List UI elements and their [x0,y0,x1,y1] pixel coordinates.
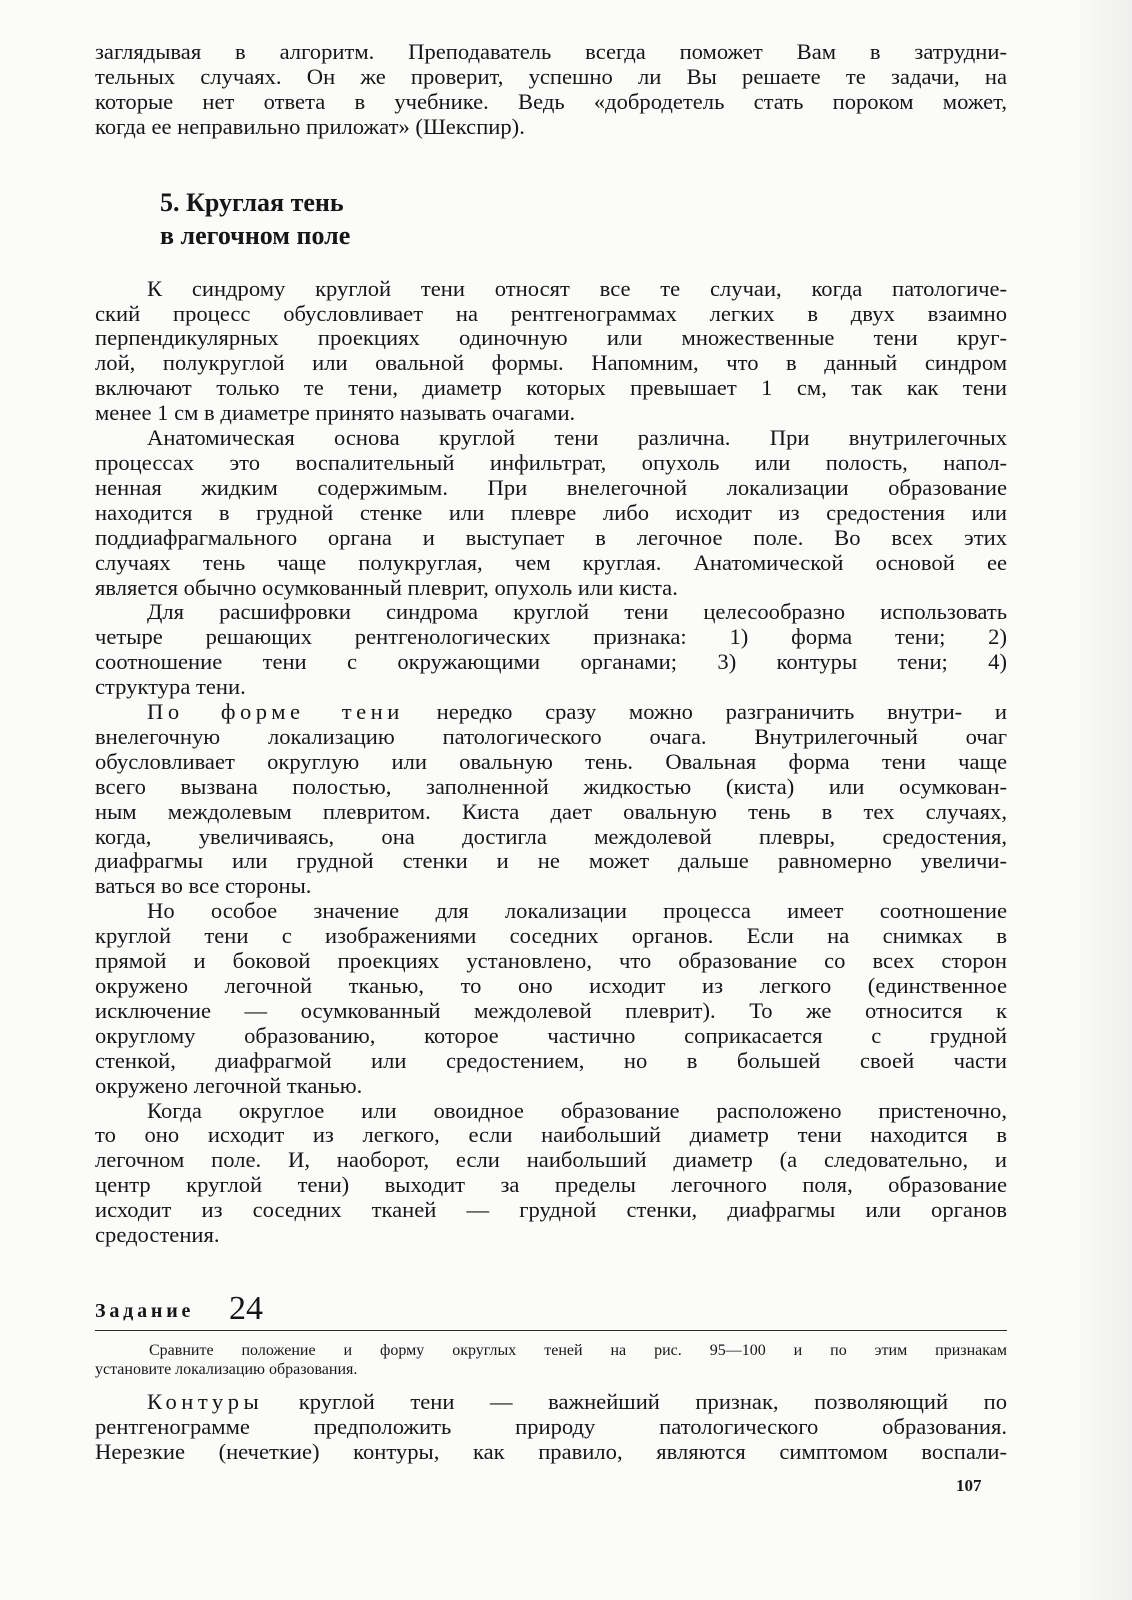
task-divider [95,1330,1007,1331]
text-line: центр круглой тени) выходит за пределы легочного поля, образование [95,1172,1007,1198]
paragraph-2 [95,426,1007,600]
line-rest: круглой тени — важнейший признак, позволяющий по [263,1388,1007,1414]
text-line: всего вызвана полостью, заполненной жидкостью (киста) или осумкован- [95,773,1007,799]
paragraph-7 [95,1390,1007,1465]
text-line: Для расшифровки синдрома круглой тени целесообразно использовать [147,599,1007,625]
text-line: четыре решающих рентгенологических признака: 1) форма тени; 2) [95,624,1007,650]
text-line: К синдрому круглой тени относят все те случаи, когда патологиче- [147,275,1007,301]
text-line: Анатомическая основа круглой тени различна. При внутрилегочных [147,425,1007,451]
page-edge-shade [1072,0,1132,1600]
section-title-line2: в легочном поле [160,220,351,250]
text-line: ваться во все стороны. [95,873,312,899]
text-line: тельных случаях. Он же проверит, успешно ли Вы решаете те задачи, на [95,63,1007,89]
line-rest: нередко сразу можно разграничить внутри- и [403,699,1007,725]
text-line: поддиафрагмального органа и выступает в легочное поле. Во всех этих [95,524,1007,550]
text-line: случаях тень чаще полукруглая, чем круглая. Анатомической основой ее [95,549,1007,575]
page-number: 107 [956,1476,982,1495]
text-line: окружено легочной тканью. [95,1072,363,1098]
paragraph-3 [95,600,1007,700]
text-line: окружено легочной тканью, то оно исходит из легкого (единственное [95,973,1007,998]
task-instruction [95,1341,1007,1380]
text-line: ным междолевым плевритом. Киста дает овальную тень в тех случаях, [95,798,1007,824]
text-line: ненная жидким содержимым. При внелегочной локализации образование [95,474,1007,500]
text-line: когда, увеличиваясь, она достигла междолевой плевры, средостения, [95,823,1007,849]
text-line: легочном поле. И, наоборот, если наибольший диаметр (а следовательно, и [95,1147,1007,1173]
spaced-lead-term: Контуры [147,1388,264,1414]
task-label: Задание [95,1299,195,1322]
text-line: диафрагмы или грудной стенки и не может дальше равномерно увеличи- [95,848,1007,874]
task-heading [95,1283,1007,1325]
text-line: структура тени. [95,674,246,700]
text-line: заглядывая в алгоритм. Преподаватель всегда поможет Вам в затрудни- [95,39,1007,64]
text-line: Когда округлое или овоидное образование расположено пристеночно, [147,1097,1007,1123]
text-line: исключение — осумкованный междолевой плеврит). То же относится к [95,997,1007,1023]
text-line: прямой и боковой проекциях установлено, что образование со всех сторон [95,948,1007,974]
task-line: установите локализацию образования. [95,1361,358,1379]
text-line: внелегочную локализацию патологического очага. Внутрилегочный очаг [95,723,1007,749]
text-line: круглой тени с изображениями соседних органов. Если на снимках в [95,923,1007,949]
text-line: когда ее неправильно приложат» (Шекспир). [95,113,525,139]
section-title-line1: 5. Круглая тень [160,187,344,217]
text-line: соотношение тени с окружающими органами; 3) контуры тени; 4) [95,649,1007,675]
paragraph-5 [95,899,1007,1098]
text-line: средостения. [95,1222,220,1248]
text-line: включают только те тени, диаметр которых превышает 1 см, так как тени [95,375,1007,401]
text-line: округлому образованию, которое частично соприкасается с грудной [95,1022,1007,1048]
document-page [95,40,1007,1465]
text-line: является обычно осумкованный плеврит, опухоль или киста. [95,574,678,600]
text-line: Но особое значение для локализации процесса имеет соотношение [147,898,1007,924]
text-line: находится в грудной стенке или плевре либо исходит из средостения или [95,499,1007,525]
text-line: рентгенограмме предположить природу патологического образования. [95,1413,1007,1439]
task-block [95,1283,1007,1380]
intro-paragraph [95,40,1007,140]
paragraph-1 [95,277,1007,426]
text-line: Нерезкие (нечеткие) контуры, как правило, являются симптомом воспали- [95,1438,1007,1464]
text-line: ский процесс обусловливает на рентгенограммах легких в двух взаимно [95,300,1007,326]
task-line: Сравните положение и форму округлых теней на рис. 95—100 и по этим признакам [149,1341,1007,1359]
text-line: процессах это воспалительный инфильтрат, опухоль или полость, напол- [95,449,1007,475]
text-line: лой, полукруглой или овальной формы. Напомним, что в данный синдром [95,350,1007,376]
text-line [95,1390,1007,1415]
task-number: 24 [229,1289,263,1327]
spaced-lead-term: По форме тени [147,699,404,725]
text-line: то оно исходит из легкого, если наибольший диаметр тени находится в [95,1122,1007,1148]
text-line: перпендикулярных проекциях одиночную или множественные тени круг- [95,325,1007,351]
text-line: исходит из соседних тканей — грудной стенки, диафрагмы или органов [95,1197,1007,1223]
text-line [95,700,1007,725]
paragraph-6 [95,1099,1007,1248]
text-line: обусловливает округлую или овальную тень. Овальная форма тени чаще [95,748,1007,774]
text-line: стенкой, диафрагмой или средостением, но в большей своей части [95,1047,1007,1073]
text-line: которые нет ответа в учебнике. Ведь «добродетель стать пороком может, [95,88,1007,114]
section-heading [95,186,1007,252]
text-line: менее 1 см в диаметре принято называть очагами. [95,400,576,426]
paragraph-4 [95,700,1007,899]
